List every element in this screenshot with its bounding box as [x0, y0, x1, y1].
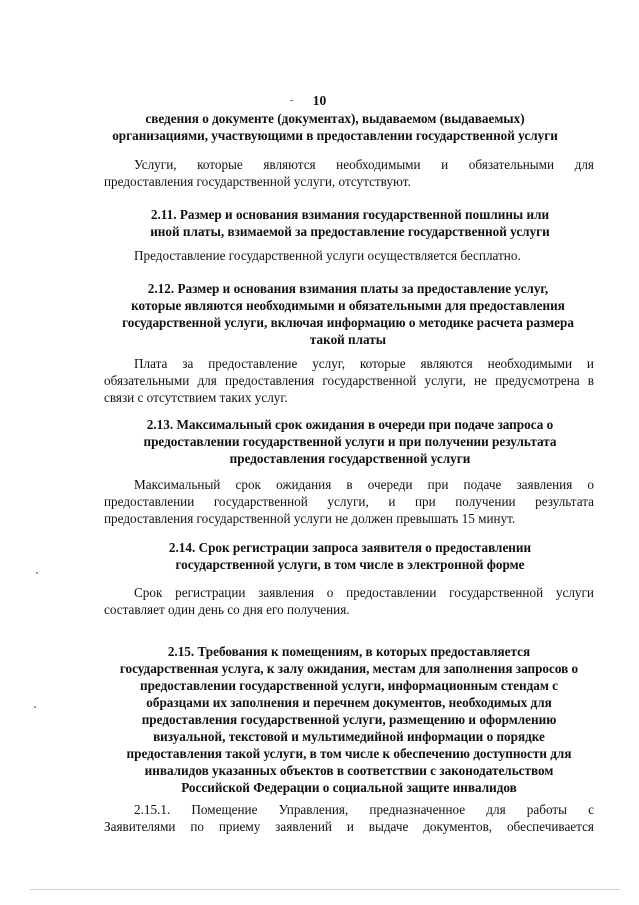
- heading-line: предоставления государственной услуги: [229, 451, 471, 466]
- heading-line: визуальной, текстовой и мультимедийной информации о порядке: [153, 729, 545, 744]
- paragraph-registration-time: [104, 584, 594, 618]
- heading-line: 2.15. Требования к помещениям, в которых предоставляется: [167, 644, 531, 659]
- paragraph-line: Заявителями по приему заявлений и выдаче документов, обеспечивается: [104, 819, 594, 834]
- heading-line: предоставлении государственной услуги и при получении результата: [143, 434, 557, 449]
- heading-line: 2.12. Размер и основания взимания платы за предоставление услуг,: [147, 281, 549, 296]
- heading-line: образцами их заполнения и перечнем документов, необходимых для: [146, 695, 552, 710]
- heading-line: государственная услуга, к залу ожидания, местам для заполнения запросов о: [119, 661, 579, 676]
- heading-line: инвалидов указанных объектов в соответствии с законодательством: [144, 763, 554, 778]
- paragraph-2-15-1: [104, 801, 594, 835]
- paragraph-line: Плата за предоставление услуг, которые являются необходимыми и: [134, 356, 594, 371]
- paragraph-line: Предоставление государственной услуги осуществляется бесплатно.: [134, 248, 521, 263]
- heading-line: организациями, участвующими в предоставлении государственной услуги: [112, 128, 558, 143]
- section-heading-2-11: [110, 206, 590, 240]
- paragraph-services: [104, 156, 594, 190]
- heading-line: предоставления государственной услуги, размещению и оформлению: [141, 712, 557, 727]
- heading-line: 2.11. Размер и основания взимания государственной пошлины или: [150, 207, 550, 222]
- paragraph-line: обязательными для предоставления государственной услуги, не предусмотрена в: [104, 373, 594, 388]
- paragraph-payment: [104, 355, 594, 406]
- heading-line: Российской Федерации о социальной защите инвалидов: [181, 780, 517, 795]
- section-heading-2-12: [98, 280, 598, 348]
- paragraph-line: Максимальный срок ожидания в очереди при подаче заявления о: [134, 477, 594, 492]
- section-heading-2-14: [110, 539, 590, 573]
- heading-line: 2.14. Срок регистрации запроса заявителя о предоставлении: [168, 540, 532, 555]
- scan-speck: [36, 572, 38, 574]
- paragraph-line: предоставления государственной услуги не должен превышать 15 минут.: [104, 511, 516, 526]
- heading-line: государственной услуги, в том числе в электронной форме: [175, 557, 525, 572]
- paragraph-line: предоставления государственной услуги, отсутствуют.: [104, 174, 411, 189]
- section-heading-2-13: [110, 416, 590, 467]
- paragraph-line: составляет один день со дня его получения.: [104, 602, 350, 617]
- paragraph-waiting-time: [104, 476, 594, 527]
- heading-line: 2.13. Максимальный срок ожидания в очереди при подаче запроса о: [146, 417, 554, 432]
- heading-line: такой платы: [309, 332, 387, 347]
- heading-line: предоставления такой услуги, в том числе к обеспечению доступности для: [126, 746, 572, 761]
- heading-line: государственной услуги, включая информацию о методике расчета размера: [122, 315, 574, 330]
- heading-line: иной платы, взимаемой за предоставление государственной услуги: [150, 224, 550, 239]
- paragraph-line: связи с отсутствием таких услуг.: [104, 390, 288, 405]
- paragraph-line: предоставлении государственной услуги, и при получении результата: [104, 494, 594, 509]
- section-heading-intro: [100, 110, 570, 144]
- heading-line: сведения о документе (документах), выдаваемом (выдаваемых): [145, 111, 525, 126]
- heading-line: предоставлении государственной услуги, информационным стендам с: [139, 678, 559, 693]
- page-number: 10: [312, 93, 327, 108]
- scan-speck: [290, 100, 293, 101]
- heading-line: которые являются необходимыми и обязательными для предоставления: [131, 298, 565, 313]
- paragraph-line: Срок регистрации заявления о предоставлении государственной услуги: [134, 585, 594, 600]
- paragraph-line: 2.15.1. Помещение Управления, предназначенное для работы с: [134, 802, 594, 817]
- paragraph-line: Услуги, которые являются необходимыми и обязательными для: [134, 157, 594, 172]
- paragraph-free-of-charge: [104, 247, 594, 264]
- scan-speck: [34, 706, 36, 708]
- scan-edge-line: [30, 889, 620, 890]
- section-heading-2-15: [98, 643, 600, 796]
